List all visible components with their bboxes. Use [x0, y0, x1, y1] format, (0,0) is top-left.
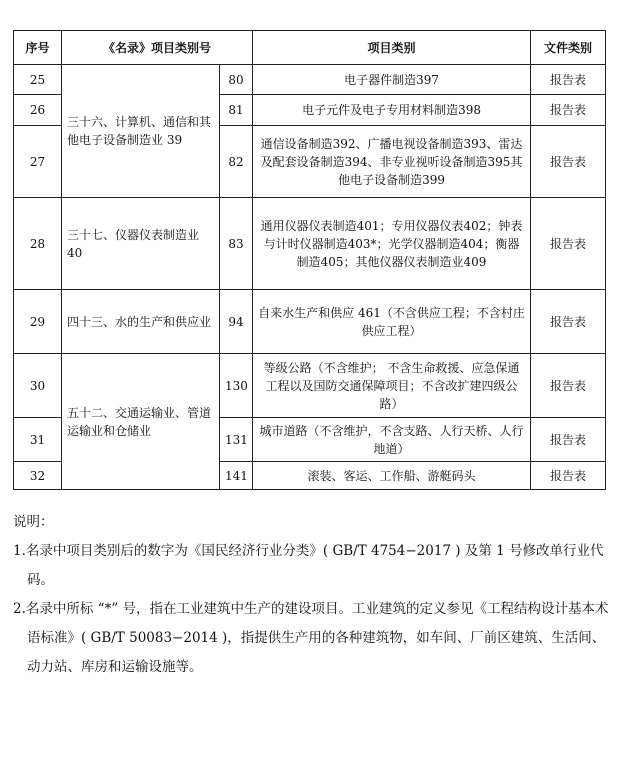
table-row	[14, 290, 606, 354]
row-category: 电子器件制造397	[253, 65, 531, 95]
notes-title: 说明：	[13, 514, 54, 530]
row-category: 等级公路（不含维护； 不含生命救援、应急保通工程以及国防交通保障项目；不含改扩建四级公路）	[253, 354, 531, 418]
row-code: 130	[220, 354, 253, 418]
row-seq: 32	[14, 462, 62, 490]
header-seq: 序号	[14, 31, 62, 65]
row-code: 80	[220, 65, 253, 95]
header-category: 项目类别	[253, 31, 531, 65]
row-filetype: 报告表	[531, 462, 606, 490]
header-filetype: 文件类别	[531, 31, 606, 65]
header-catalog: 《名录》项目类别号	[62, 31, 253, 65]
row-filetype: 报告表	[531, 65, 606, 95]
row-category: 电子元件及电子专用材料制造398	[253, 95, 531, 126]
row-category: 城市道路（不含维护，不含支路、人行天桥、人行地道）	[253, 418, 531, 462]
table-header-row	[14, 31, 606, 65]
group-43-label: 四十三、水的生产和供应业	[62, 290, 220, 354]
row-code: 81	[220, 95, 253, 126]
row-category: 通用仪器仪表制造401；专用仪器仪表402；钟表与计时仪器制造403*；光学仪器制造404；衡器制造405；其他仪器仪表制造业409	[253, 198, 531, 290]
row-seq: 29	[14, 290, 62, 354]
note-item-1: 1.名录中项目类别后的数字为《国民经济行业分类》( GB/T 4754−2017 ) 及第 1 号修改单行业代码。	[13, 543, 604, 588]
row-code: 94	[220, 290, 253, 354]
table-row	[14, 65, 606, 95]
row-filetype: 报告表	[531, 418, 606, 462]
table-row	[14, 354, 606, 418]
row-seq: 26	[14, 95, 62, 126]
row-code: 131	[220, 418, 253, 462]
row-filetype: 报告表	[531, 95, 606, 126]
row-category: 通信设备制造392、广播电视设备制造393、雷达及配套设备制造394、非专业视听设备制造395其他电子设备制造399	[253, 126, 531, 198]
row-category: 滚装、客运、工作船、游艇码头	[253, 462, 531, 490]
row-filetype: 报告表	[531, 354, 606, 418]
row-seq: 31	[14, 418, 62, 462]
table-row	[14, 198, 606, 290]
row-filetype: 报告表	[531, 290, 606, 354]
group-37-label: 三十七、仪器仪表制造业 40	[62, 198, 220, 290]
row-seq: 25	[14, 65, 62, 95]
row-seq: 27	[14, 126, 62, 198]
row-code: 141	[220, 462, 253, 490]
project-catalog-table	[13, 30, 606, 490]
note-item-2: 2.名录中所标 “*” 号，指在工业建筑中生产的建设项目。工业建筑的定义参见《工程结构设计基本术语标准》( GB/T 50083−2014 )，指提供生产用的各种建筑物，如车间、厂前区建筑、生活间、动力站、库房和运输设施等。	[13, 601, 609, 675]
notes-section	[13, 508, 613, 682]
row-seq: 28	[14, 198, 62, 290]
group-36-label: 三十六、计算机、通信和其他电子设备制造业 39	[62, 65, 220, 198]
row-code: 83	[220, 198, 253, 290]
group-52-label: 五十二、交通运输业、管道运输业和仓储业	[62, 354, 220, 490]
row-filetype: 报告表	[531, 126, 606, 198]
row-filetype: 报告表	[531, 198, 606, 290]
row-code: 82	[220, 126, 253, 198]
row-category: 自来水生产和供应 461（不含供应工程；不含村庄供应工程）	[253, 290, 531, 354]
row-seq: 30	[14, 354, 62, 418]
